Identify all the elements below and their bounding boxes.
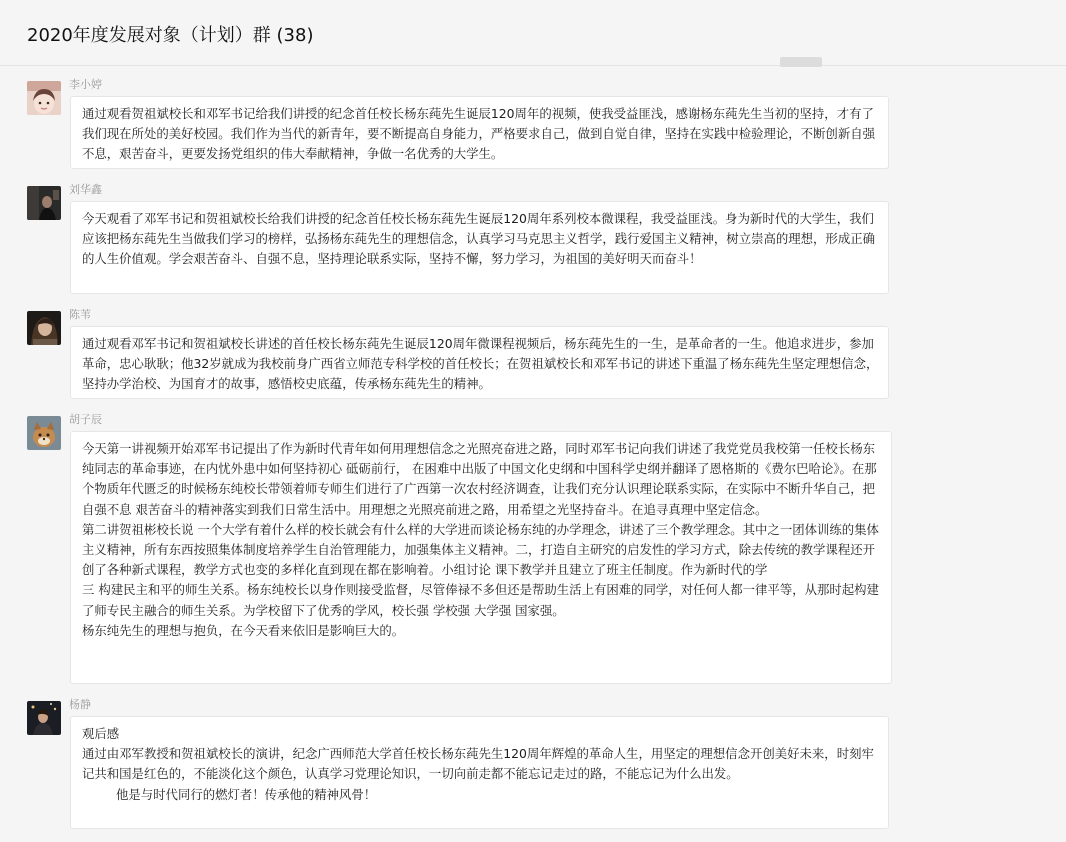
message-text: 今天第一讲视频开始邓军书记提出了作为新时代青年如何用理想信念之光照亮奋进之路，同时邓军书记向我们讲述了我党党员我校第一任校长杨东纯同志的革命事迹，在内忧外患中如何坚持初心 砥砺前行， 在困难中出版了中国文化史纲和中国科学史纲并翻译了恩格斯的《费尔巴哈论》。在那个物质年代匮乏的时候杨东纯校长带领着师专师生们进行了广西第一次农村经济调查，让我们充分认识理论联系实际，在实际中不断升华自己，把自强不息 艰苦奋斗的精神落实到我们日常生活中。用理想之光照亮前进之路，用希望之光坚持奋斗。在追寻真理中坚定信念。 — [82, 441, 877, 517]
message-text: 三 构建民主和平的师生关系。杨东纯校长以身作则接受监督，尽管俸禄不多但还是帮助生活上有困难的同学，对任何人都一律平等，从那时起构建了师专民主融合的师生关系。为学校留下了优秀的学风，校长强 学校强 大学强 国家强。 — [82, 582, 879, 618]
message-bubble[interactable] — [70, 716, 889, 829]
chat-header — [0, 0, 1066, 66]
sender-name: 李小婷 — [69, 78, 102, 91]
message-text: 杨东纯先生的理想与抱负，在今天看来依旧是影响巨大的。 — [82, 622, 405, 638]
sender-name: 胡子辰 — [69, 413, 102, 426]
message-bubble[interactable] — [70, 96, 889, 169]
sender-name: 刘华鑫 — [69, 183, 102, 196]
message-bubble[interactable] — [70, 201, 889, 294]
message-text: 通过由邓军教授和贺祖斌校长的演讲，纪念广西师范大学首任校长杨东莼先生120周年辉煌的革命人生，用坚定的理想信念开创美好未来，时刻牢记共和国是红色的，不能淡化这个颜色，认真学习党理论知识，一切向前走都不能忘记走过的路，不能忘记为什么出发。 — [82, 746, 874, 782]
message-text: 今天观看了邓军书记和贺祖斌校长给我们讲授的纪念首任校长杨东莼先生诞辰120周年系列校本微课程，我受益匪浅。身为新时代的大学生，我们应该把杨东莼先生当做我们学习的榜样，弘扬杨东莼先生的理想信念，认真学习马克思主义哲学，践行爱国主义精神，树立崇高的理想，形成正确的人生价值观。学会艰苦奋斗、自强不息，坚持理论联系实际，坚持不懈，努力学习，为祖国的美好明天而奋斗！ — [82, 211, 875, 267]
portrait-photo-avatar[interactable] — [27, 311, 61, 345]
message-text: 他是与时代同行的燃灯者！传承他的精神风骨！ — [116, 786, 377, 802]
message-bubble[interactable] — [70, 326, 889, 399]
cat-photo-avatar[interactable] — [27, 416, 61, 450]
message-text: 第二讲贺祖彬校长说 一个大学有着什么样的校长就会有什么样的大学进而谈论杨东纯的办学理念，讲述了三个教学理念。其中之一团体训练的集体主义精神，所有东西按照集体制度培养学生自治管理能力，加强集体主义精神。二，打造自主研究的启发性的学习方式，除去传统的教学课程还开创了各种新式课程，教学方式也变的多样化直到现在都在影响着。小组讨论 课下教学并且建立了班主任制度。作为新时代的学 — [82, 521, 879, 578]
sender-name: 陈苇 — [69, 308, 91, 321]
chat-title: 2020年度发展对象（计划）群 (38) — [27, 25, 314, 46]
sender-name: 杨静 — [69, 698, 91, 711]
girl-photo-avatar[interactable] — [27, 81, 61, 115]
night-photo-avatar[interactable] — [27, 701, 61, 735]
message-text: 观后感 — [82, 726, 120, 741]
message-text: 通过观看贺祖斌校长和邓军书记给我们讲授的纪念首任校长杨东莼先生诞辰120周年的视频，使我受益匪浅，感谢杨东莼先生当初的坚持，才有了我们现在所处的美好校园。我们作为当代的新青年，要不断提高自身能力，严格要求自己，做到自觉自律，坚持在实践中检验理论，不断创新自强不息，艰苦奋斗，更要发扬党组织的伟大奉献精神，争做一名优秀的大学生。 — [82, 106, 875, 162]
message-bubble[interactable] — [70, 431, 892, 684]
new-message-hint[interactable] — [780, 57, 822, 67]
dark-photo-avatar[interactable] — [27, 186, 61, 220]
message-text: 通过观看邓军书记和贺祖斌校长讲述的首任校长杨东莼先生诞辰120周年微课程视频后，杨东莼先生的一生，是革命者的一生。他追求进步，参加革命，忠心耿耿；他32岁就成为我校前身广西省立师范专科学校的首任校长；在贺祖斌校长和邓军书记的讲述下重温了杨东莼先生坚定理想信念，坚持办学治校、为国育才的故事，感悟校史底蕴，传承杨东莼先生的精神。 — [82, 336, 879, 392]
